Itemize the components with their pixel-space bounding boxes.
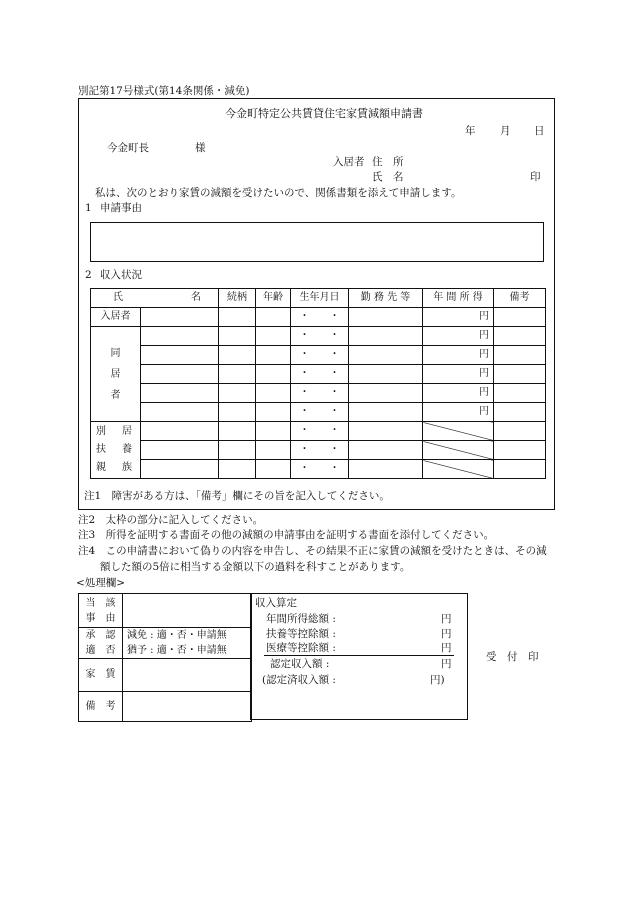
table-row [91, 460, 546, 479]
cell-work[interactable] [349, 308, 423, 327]
section1-label: 申請事由 [100, 202, 142, 214]
label-line: 適 否 [85, 645, 116, 656]
cell-birth[interactable]: ・ ・ [291, 308, 349, 327]
cell-income-void [423, 422, 494, 441]
date-month: 月 [500, 125, 511, 137]
remarks-label: 備 考 [79, 692, 123, 722]
label-line: 当 該 [85, 597, 116, 609]
cell-age[interactable] [256, 346, 291, 365]
table-row [91, 346, 546, 365]
cell-relation[interactable] [219, 441, 256, 460]
dependent-line-1 [96, 423, 140, 441]
cell-work[interactable] [349, 384, 423, 403]
cell-remarks[interactable] [494, 441, 546, 460]
table-row [79, 628, 252, 659]
cell-name[interactable] [141, 308, 219, 327]
cell-name[interactable] [141, 384, 219, 403]
cell-relation[interactable] [219, 384, 256, 403]
table-header-row [91, 289, 546, 308]
cell-remarks[interactable] [494, 403, 546, 422]
cell-remarks[interactable] [494, 384, 546, 403]
processing-table [78, 593, 252, 722]
cell-work[interactable] [349, 346, 423, 365]
cell-relation[interactable] [219, 365, 256, 384]
certified-done-yen: 円) [430, 674, 445, 686]
medical-deduction-yen: 円 [441, 642, 452, 654]
cell-birth[interactable]: ・ ・ [291, 441, 349, 460]
certified-income-label: 認定収入額 : [270, 658, 330, 670]
cell-income[interactable]: 円 [423, 308, 494, 327]
cell-birth[interactable]: ・ ・ [291, 327, 349, 346]
deferral-option[interactable]: 猶予 : 適・否・申請無 [127, 645, 227, 656]
receipt-stamp-label: 受 付 印 [486, 651, 539, 663]
dep-char: 居 [122, 426, 132, 437]
cell-name[interactable] [141, 327, 219, 346]
intro-text: 私は、次のとおり家賃の減額を受けたいので、関係書類を添えて申請します。 [95, 187, 462, 199]
note-3: 注3 所得を証明する書面その他の減額の申請事由を証明する書面を添付してください。 [78, 529, 495, 541]
cell-age[interactable] [256, 365, 291, 384]
section2-number: 2 [85, 269, 92, 281]
cell-age[interactable] [256, 441, 291, 460]
cell-birth[interactable]: ・ ・ [291, 403, 349, 422]
cell-relation[interactable] [219, 327, 256, 346]
dep-char: 族 [122, 462, 132, 473]
table-row [91, 327, 546, 346]
cell-income[interactable]: 円 [423, 365, 494, 384]
header-income: 年 間 所 得 [423, 289, 494, 308]
certified-income-yen: 円 [441, 658, 452, 670]
label-line: 承 認 [85, 630, 116, 641]
document-title: 今金町特定公共賃貸住宅家賃減額申請書 [225, 107, 423, 120]
header-birth: 生年月日 [291, 289, 349, 308]
annual-income-label: 年間所得総額 : [266, 613, 336, 625]
dependent-line-3 [96, 459, 140, 477]
dep-char: 親 [96, 462, 106, 473]
cell-name[interactable] [141, 422, 219, 441]
dep-char: 扶 [96, 444, 106, 455]
cell-work[interactable] [349, 365, 423, 384]
cohabit-char-2: 居 [110, 368, 121, 380]
cell-birth[interactable]: ・ ・ [291, 346, 349, 365]
medical-deduction-label: 医療等控除額 : [266, 642, 336, 654]
cell-name[interactable] [141, 346, 219, 365]
cell-birth[interactable]: ・ ・ [291, 422, 349, 441]
remarks-field[interactable] [123, 692, 252, 722]
cell-age[interactable] [256, 403, 291, 422]
cell-work[interactable] [349, 441, 423, 460]
section1-number: 1 [85, 202, 92, 214]
cohabit-label [91, 327, 141, 422]
certified-done-label: (認定済収入額 : [262, 674, 336, 686]
reason-input-box[interactable] [90, 222, 544, 262]
calc-divider [264, 655, 454, 656]
applicable-reason-label [79, 594, 123, 628]
note-4-line-2: 額した額の5倍に相当する金額以下の過料を科すことがあります。 [100, 561, 411, 573]
cell-remarks[interactable] [494, 308, 546, 327]
cell-name[interactable] [141, 365, 219, 384]
note-2: 注2 太枠の部分に記入してください。 [78, 514, 264, 526]
note-4-line-1: 注4 この申請書において偽りの内容を申告し、その結果不正に家賃の減額を受けたときは、その減 [78, 545, 547, 557]
resident-row-label: 入居者 [91, 308, 141, 327]
cell-age[interactable] [256, 384, 291, 403]
section2-label: 収入状況 [100, 269, 142, 281]
header-relation: 続柄 [219, 289, 256, 308]
form-number: 別記第17号様式(第14条関係・減免) [78, 85, 250, 97]
cell-income[interactable]: 円 [423, 346, 494, 365]
dep-char: 別 [96, 426, 106, 437]
cell-age[interactable] [256, 460, 291, 479]
cell-name[interactable] [141, 441, 219, 460]
rent-field[interactable] [123, 659, 252, 692]
rent-label: 家 賃 [79, 659, 123, 692]
cell-birth[interactable]: ・ ・ [291, 384, 349, 403]
income-table [90, 288, 546, 479]
annual-income-yen: 円 [441, 613, 452, 625]
cell-work[interactable] [349, 422, 423, 441]
approval-label [79, 628, 123, 659]
cell-relation[interactable] [219, 346, 256, 365]
cell-work[interactable] [349, 460, 423, 479]
table-row [91, 441, 546, 460]
dependent-deduction-label: 扶養等控除額 : [266, 628, 336, 640]
header-remarks: 備考 [494, 289, 546, 308]
cell-remarks[interactable] [494, 422, 546, 441]
cell-name[interactable] [141, 403, 219, 422]
date-day: 日 [534, 125, 545, 137]
cell-income-void [423, 441, 494, 460]
cell-relation[interactable] [219, 308, 256, 327]
cell-remarks[interactable] [494, 460, 546, 479]
header-name-right: 名 [191, 292, 201, 303]
table-row [91, 308, 546, 327]
dependent-line-2 [96, 441, 140, 459]
cell-remarks[interactable] [494, 365, 546, 384]
cell-age[interactable] [256, 327, 291, 346]
cell-work[interactable] [349, 403, 423, 422]
dependent-deduction-yen: 円 [441, 628, 452, 640]
address-label: 住 所 [372, 156, 404, 168]
cell-age[interactable] [256, 422, 291, 441]
cell-income[interactable]: 円 [423, 384, 494, 403]
cell-relation[interactable] [219, 460, 256, 479]
label-line: 事 由 [85, 612, 116, 624]
cell-age[interactable] [256, 308, 291, 327]
table-row [79, 692, 252, 722]
cell-relation[interactable] [219, 403, 256, 422]
header-name [91, 289, 219, 308]
header-name-left: 氏 [113, 292, 123, 303]
table-row [91, 422, 546, 441]
name-label: 氏 名 [372, 171, 404, 183]
table-row [91, 403, 546, 422]
cell-birth[interactable]: ・ ・ [291, 460, 349, 479]
header-work: 勤 務 先 等 [349, 289, 423, 308]
cell-remarks[interactable] [494, 327, 546, 346]
applicable-reason-field[interactable] [123, 594, 252, 628]
cell-remarks[interactable] [494, 346, 546, 365]
calc-title: 収入算定 [255, 597, 297, 609]
table-row [79, 659, 252, 692]
table-row [79, 594, 252, 628]
cell-work[interactable] [349, 327, 423, 346]
header-age: 年齢 [256, 289, 291, 308]
cohabit-char-1: 同 [110, 347, 121, 359]
date-year: 年 [465, 125, 476, 137]
reduction-option[interactable]: 減免 : 適・否・申請無 [127, 630, 227, 641]
processing-title: <処理欄> [76, 577, 126, 589]
cell-name[interactable] [141, 460, 219, 479]
table-row [91, 384, 546, 403]
cell-birth[interactable]: ・ ・ [291, 365, 349, 384]
note-1: 注1 障害がある方は、「備考」欄にその旨を記入してください。 [84, 490, 390, 502]
cell-income[interactable]: 円 [423, 327, 494, 346]
cell-relation[interactable] [219, 422, 256, 441]
cohabit-char-3: 者 [110, 389, 121, 401]
cell-income[interactable]: 円 [423, 403, 494, 422]
seal-mark: 印 [530, 171, 541, 183]
table-row [91, 365, 546, 384]
cell-income-void [423, 460, 494, 479]
resident-label: 入居者 [333, 156, 365, 168]
dep-char: 養 [122, 444, 132, 455]
addressee-name: 今金町長 [107, 142, 149, 154]
approval-options[interactable] [123, 628, 252, 659]
addressee-honorific: 様 [195, 142, 206, 154]
dependent-label [91, 422, 141, 479]
